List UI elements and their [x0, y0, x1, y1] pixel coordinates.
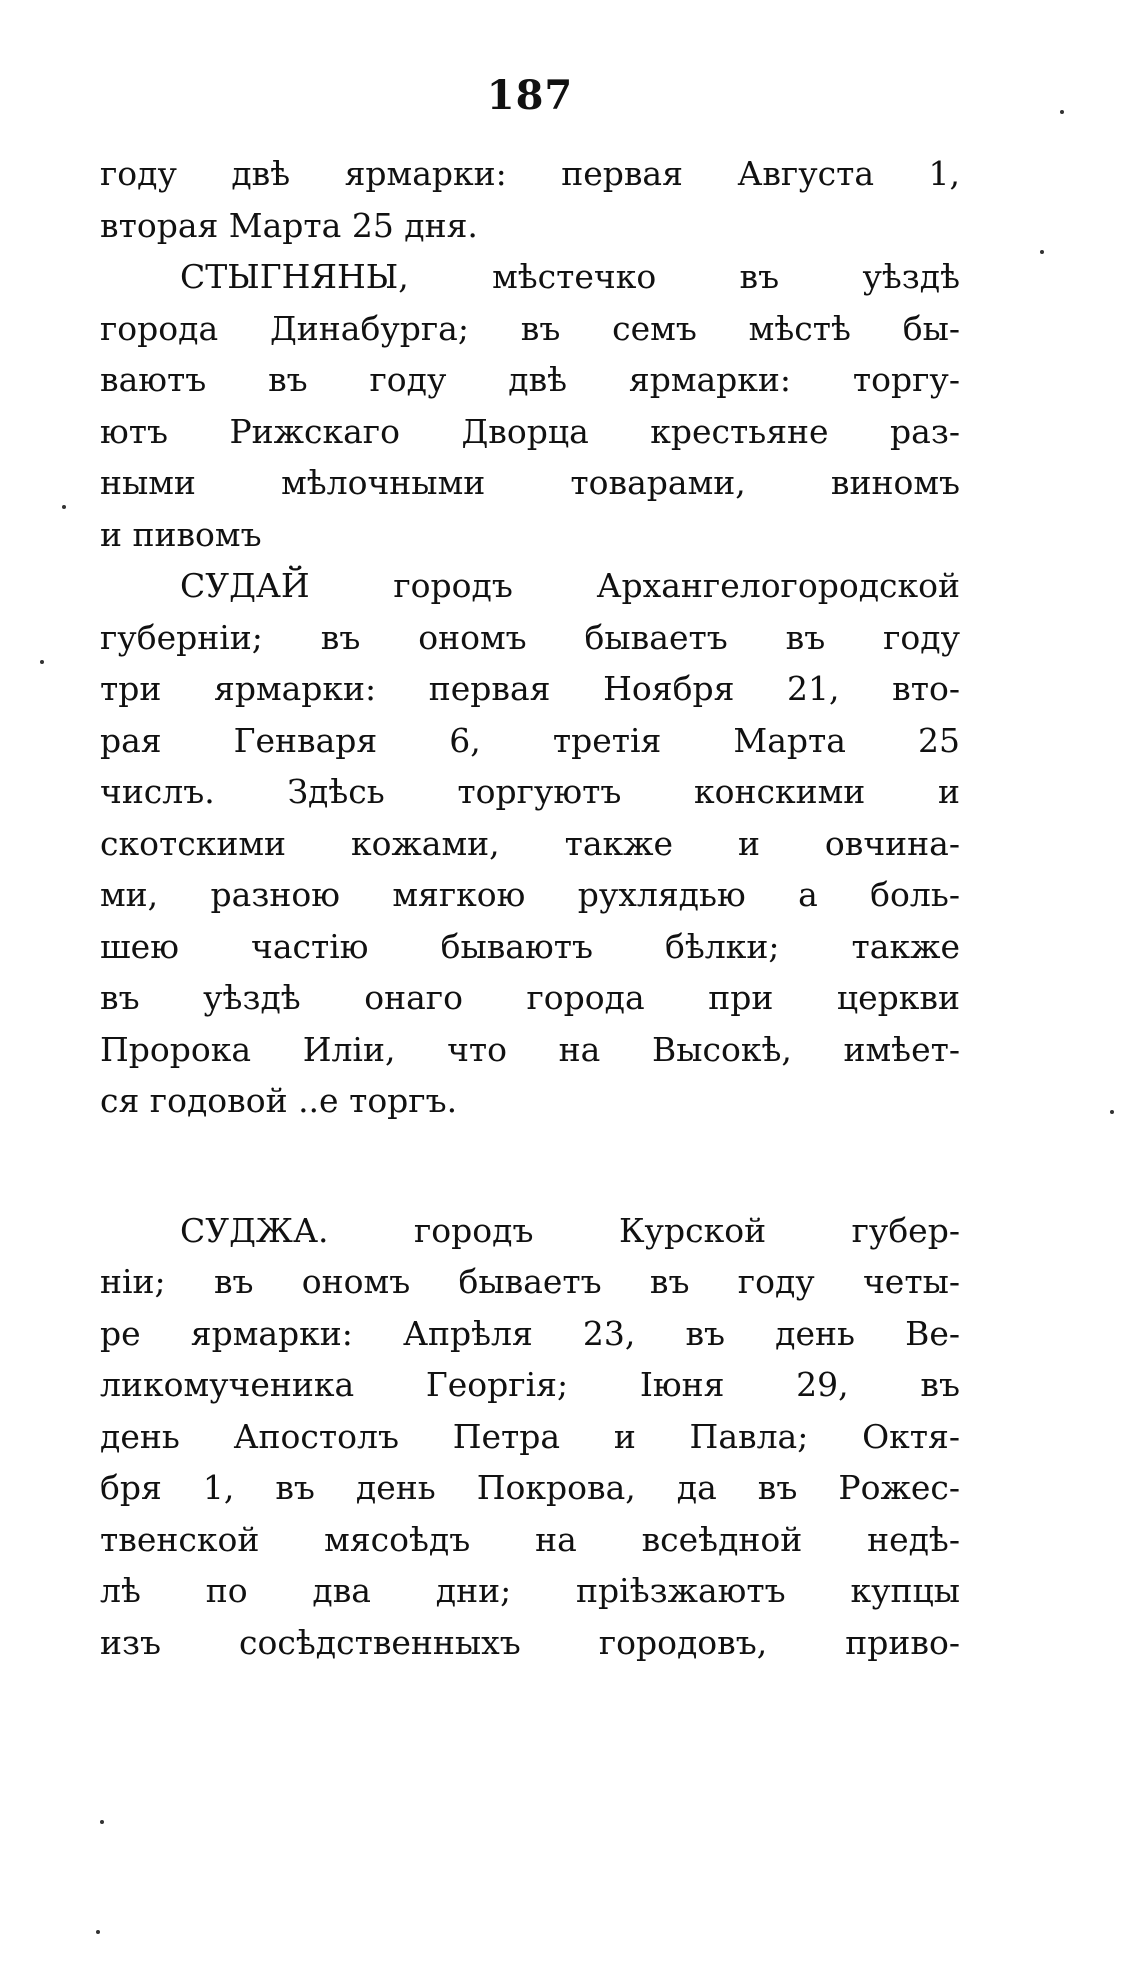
text-line: рая Генваря 6, третія Марта 25 [100, 720, 960, 760]
text-line: ся годовой ..е торгъ. [100, 1081, 458, 1120]
scan-speck [40, 660, 44, 664]
scan-speck [1060, 110, 1064, 114]
text-line: ніи; въ ономъ бываетъ въ году четы- [100, 1262, 960, 1301]
text-line: лѣ по два дни; пріѣзжаютъ купцы [100, 1571, 960, 1610]
text-line: бря 1, въ день Покрова, да въ Рожес- [100, 1468, 960, 1507]
text-line: Пророка Иліи, что на Высокѣ, имѣет- [100, 1029, 960, 1069]
text-line: шею частію бываютъ бѣлки; также [100, 926, 960, 966]
page-text [100, 148, 960, 1668]
text-line: числъ. Здѣсь торгуютъ конскими и [100, 772, 960, 811]
text-line: въ уѣздѣ онаго города при церкви [100, 978, 960, 1017]
text-line: ютъ Рижскаго Дворца крестьяне раз- [100, 411, 960, 451]
text-line: изъ сосѣдственныхъ городовъ, приво- [100, 1622, 960, 1662]
entry-heading-line: СТЫГНЯНЫ, мѣстечко въ уѣздѣ [180, 257, 960, 296]
text-line: города Динабурга; въ семъ мѣстѣ бы- [100, 308, 960, 348]
text-line: день Апостолъ Петра и Павла; Октя- [100, 1416, 960, 1456]
scan-speck [100, 1820, 104, 1824]
entry-heading-line: СУДАЙ городъ Архангелогородской [180, 566, 960, 605]
text-line: три ярмарки: первая Ноября 21, вто- [100, 669, 960, 708]
scan-speck [1110, 1110, 1114, 1114]
text-line: ными мѣлочными товарами, виномъ [100, 463, 960, 502]
paragraph-gap [100, 1127, 960, 1205]
entry-sudzha [100, 1205, 960, 1669]
text-line: вторая Марта 25 дня. [100, 205, 478, 245]
text-line: и пивомъ [100, 514, 262, 554]
text-line: губерніи; въ ономъ бываетъ въ году [100, 617, 960, 657]
text-line: ми, разною мягкою рухлядью а боль- [100, 875, 960, 914]
paragraph-continuation [100, 148, 960, 251]
page-number: 187 [486, 72, 574, 119]
entry-heading-line: СУДЖА. городъ Курской губер- [180, 1210, 960, 1250]
text-line: твенской мясоѣдъ на всеѣдной недѣ- [100, 1519, 960, 1559]
scan-speck [62, 505, 66, 509]
entry-sudai [100, 560, 960, 1127]
text-line: ликомученика Георгія; Іюня 29, въ [100, 1365, 960, 1404]
text-line: ре ярмарки: Апрѣля 23, въ день Ве- [100, 1313, 960, 1353]
text-line: скотскими кожами, также и овчина- [100, 823, 960, 863]
scan-speck [96, 1930, 100, 1934]
entry-stygnyany [100, 251, 960, 560]
text-line: году двѣ ярмарки: первая Августа 1, [100, 154, 960, 193]
scan-speck [1040, 250, 1044, 254]
text-line: ваютъ въ году двѣ ярмарки: торгу- [100, 360, 960, 399]
